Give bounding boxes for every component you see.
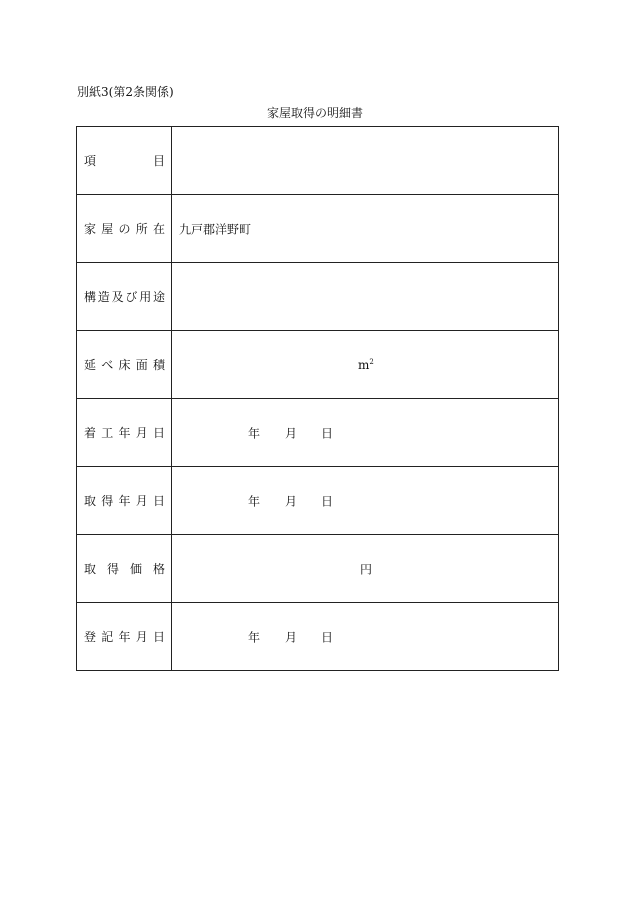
- location-field[interactable]: [172, 195, 559, 263]
- label-char: 登: [84, 630, 97, 644]
- row-label-acquisition-price: [77, 535, 172, 603]
- area-unit: $m^2$: [358, 357, 374, 372]
- row-label-start-date: [77, 399, 172, 467]
- document-title: 家屋取得の明細書: [266, 106, 363, 120]
- year-label: 年: [248, 494, 261, 508]
- label-char: 取: [84, 494, 97, 508]
- table-row-registration-date: [77, 603, 559, 671]
- label-char: 年: [118, 494, 131, 508]
- year-label: 年: [248, 630, 261, 644]
- label-char: 目: [152, 154, 165, 168]
- label-char: 月: [135, 426, 148, 440]
- label-char: 月: [135, 494, 148, 508]
- row-label-text: [84, 356, 165, 373]
- label-char: 価: [129, 562, 142, 576]
- item-field[interactable]: [172, 127, 559, 195]
- table-row-floor-area: [77, 331, 559, 399]
- label-char: 面: [135, 358, 148, 372]
- label-char: 所: [135, 222, 148, 236]
- label-char: 家: [84, 222, 97, 236]
- label-char: 工: [101, 426, 114, 440]
- row-label-text: [84, 288, 165, 305]
- label-char: 年: [118, 630, 131, 644]
- label-char: 得: [106, 562, 119, 576]
- row-label-location: [77, 195, 172, 263]
- year-label: 年: [248, 426, 261, 440]
- row-label-text: [84, 424, 165, 441]
- label-char: 屋: [101, 222, 114, 236]
- start-date-field[interactable]: [172, 399, 559, 467]
- annex-label: 別紙3(第2条関係): [77, 85, 174, 99]
- location-value: 九戸郡洋野町: [179, 222, 252, 236]
- table-row-item: [77, 127, 559, 195]
- acquisition-price-field[interactable]: [172, 535, 559, 603]
- label-char: の: [118, 222, 131, 236]
- label-char: 年: [118, 426, 131, 440]
- label-char: 記: [101, 630, 114, 644]
- label-char: 取: [84, 562, 97, 576]
- label-char: 得: [101, 494, 114, 508]
- row-label-item: [77, 127, 172, 195]
- label-char: 在: [152, 222, 165, 236]
- label-char: 延: [84, 358, 97, 372]
- table-row-start-date: [77, 399, 559, 467]
- table-row-acquisition-price: [77, 535, 559, 603]
- row-label-acquisition-date: [77, 467, 172, 535]
- table-row-structure: [77, 263, 559, 331]
- floor-area-field[interactable]: [172, 331, 559, 399]
- acquisition-date-field[interactable]: [172, 467, 559, 535]
- label-char: 用: [139, 290, 152, 304]
- yen-unit: 円: [360, 562, 373, 576]
- label-char: 日: [152, 426, 165, 440]
- row-label-structure: [77, 263, 172, 331]
- label-char: 格: [152, 562, 165, 576]
- label-char: 日: [152, 630, 165, 644]
- label-char: 月: [135, 630, 148, 644]
- label-char: べ: [101, 358, 114, 372]
- table-row-acquisition-date: [77, 467, 559, 535]
- day-label: 日: [321, 630, 334, 644]
- row-label-floor-area: [77, 331, 172, 399]
- label-char: 着: [84, 426, 97, 440]
- month-label: 月: [285, 494, 298, 508]
- detail-form-table: [76, 126, 559, 671]
- day-label: 日: [321, 494, 334, 508]
- row-label-text: [84, 492, 165, 509]
- label-char: 項: [84, 154, 97, 168]
- label-char: び: [125, 290, 138, 304]
- label-char: 日: [152, 494, 165, 508]
- row-label-registration-date: [77, 603, 172, 671]
- row-label-text: [84, 152, 165, 169]
- label-char: 途: [152, 290, 165, 304]
- table-row-location: [77, 195, 559, 263]
- row-label-text: [84, 220, 165, 237]
- month-label: 月: [285, 630, 298, 644]
- label-char: 床: [118, 358, 131, 372]
- row-label-text: [84, 560, 165, 577]
- registration-date-field[interactable]: [172, 603, 559, 671]
- structure-use-field[interactable]: [172, 263, 559, 331]
- row-label-text: [84, 628, 165, 645]
- label-char: 構: [84, 290, 97, 304]
- label-char: 造: [97, 290, 110, 304]
- label-char: 及: [111, 290, 124, 304]
- day-label: 日: [321, 426, 334, 440]
- month-label: 月: [285, 426, 298, 440]
- label-char: 積: [152, 358, 165, 372]
